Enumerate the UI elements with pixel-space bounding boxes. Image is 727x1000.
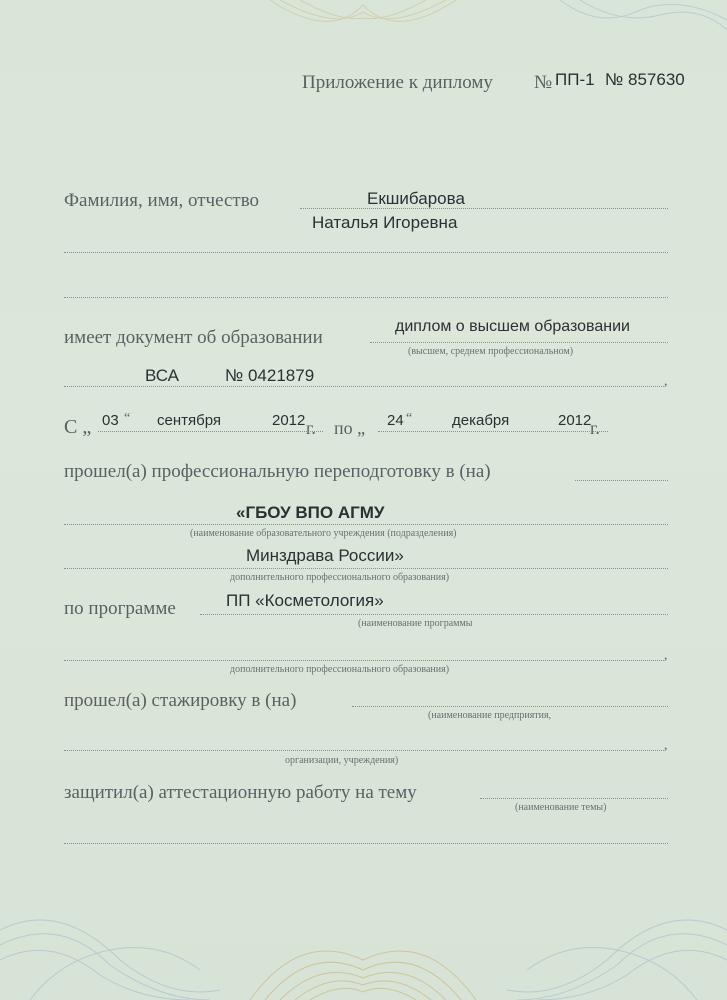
series-prefix: № bbox=[534, 72, 553, 93]
program-line-2 bbox=[64, 660, 664, 661]
period-to-year: 2012 bbox=[558, 412, 592, 429]
program-value: ПП «Косметология» bbox=[226, 591, 384, 610]
retraining-caption1: (наименование образовательного учреждения (подразделения) bbox=[190, 528, 457, 539]
number-label: № bbox=[605, 70, 624, 89]
internship-line-2 bbox=[64, 750, 664, 751]
retraining-org-line1-line bbox=[64, 524, 668, 525]
period-from-line bbox=[98, 431, 323, 432]
comma-2: , bbox=[664, 648, 668, 663]
education-number-line bbox=[64, 386, 664, 387]
thesis-caption: (наименование темы) bbox=[515, 802, 607, 813]
period-to-line bbox=[378, 431, 608, 432]
education-caption: (высшем, среднем профессиональном) bbox=[408, 346, 574, 357]
period-to-suffix: г. bbox=[590, 418, 600, 438]
bottom-left-ornament bbox=[0, 920, 220, 1000]
internship-line bbox=[352, 706, 668, 707]
fio-label: Фамилия, имя, отчество bbox=[64, 190, 260, 211]
thesis-line-2 bbox=[64, 843, 668, 844]
fio-line-1 bbox=[300, 208, 668, 209]
thesis-line bbox=[480, 798, 668, 799]
period-from-prefix: С „ bbox=[64, 416, 92, 438]
fio-surname: Екшибарова bbox=[367, 189, 465, 208]
period-from-quote: “ bbox=[124, 411, 131, 426]
education-label: имеет документ об образовании bbox=[64, 327, 323, 348]
program-caption1: (наименование программы bbox=[358, 618, 473, 629]
program-line bbox=[200, 614, 668, 615]
education-number: № 0421879 bbox=[225, 366, 315, 385]
fio-line-3 bbox=[64, 297, 668, 298]
education-value: диплом о высшем образовании bbox=[395, 318, 630, 335]
fio-name: Наталья Игоревна bbox=[312, 213, 458, 232]
period-from-year: 2012 bbox=[272, 412, 306, 429]
period-to-label: по „ bbox=[334, 418, 366, 438]
internship-label: прошел(а) стажировку в (на) bbox=[64, 690, 297, 711]
comma-1: , bbox=[664, 374, 668, 389]
appendix-number: 857630 bbox=[628, 70, 685, 89]
period-to-quote: “ bbox=[406, 411, 413, 426]
comma-3: , bbox=[664, 738, 668, 753]
fio-line-2 bbox=[64, 252, 668, 253]
thesis-label: защитил(а) аттестационную работу на тему bbox=[64, 782, 417, 803]
retraining-org-line1: «ГБОУ ВПО АГМУ bbox=[236, 503, 385, 522]
education-series: ВСА bbox=[145, 366, 180, 385]
retraining-caption2: дополнительного профессионального образования) bbox=[230, 572, 450, 583]
period-to-month: декабря bbox=[452, 412, 510, 429]
period-from-suffix: г. bbox=[306, 418, 316, 438]
internship-caption1: (наименование предприятия, bbox=[428, 710, 552, 721]
retraining-label-line bbox=[575, 480, 668, 481]
top-right-ornament bbox=[560, 0, 727, 30]
period-from-day: 03 bbox=[102, 412, 119, 429]
retraining-label: прошел(а) профессиональную переподготовку в (на) bbox=[64, 461, 491, 482]
program-caption2: дополнительного профессионального образования) bbox=[230, 664, 450, 675]
retraining-org-line2-line bbox=[64, 568, 668, 569]
period-to-day: 24 bbox=[387, 412, 404, 429]
retraining-org-line2: Минздрава России» bbox=[246, 546, 404, 565]
bottom-ornament bbox=[250, 951, 476, 1000]
education-line bbox=[370, 342, 668, 343]
internship-caption2: организации, учреждения) bbox=[285, 755, 399, 766]
top-ornament bbox=[270, 0, 456, 21]
program-label: по программе bbox=[64, 598, 176, 619]
appendix-series: ПП-1 bbox=[555, 70, 595, 89]
bottom-right-ornament bbox=[507, 920, 727, 1000]
appendix-title: Приложение к диплому bbox=[302, 72, 493, 93]
period-from-month: сентября bbox=[157, 412, 222, 429]
